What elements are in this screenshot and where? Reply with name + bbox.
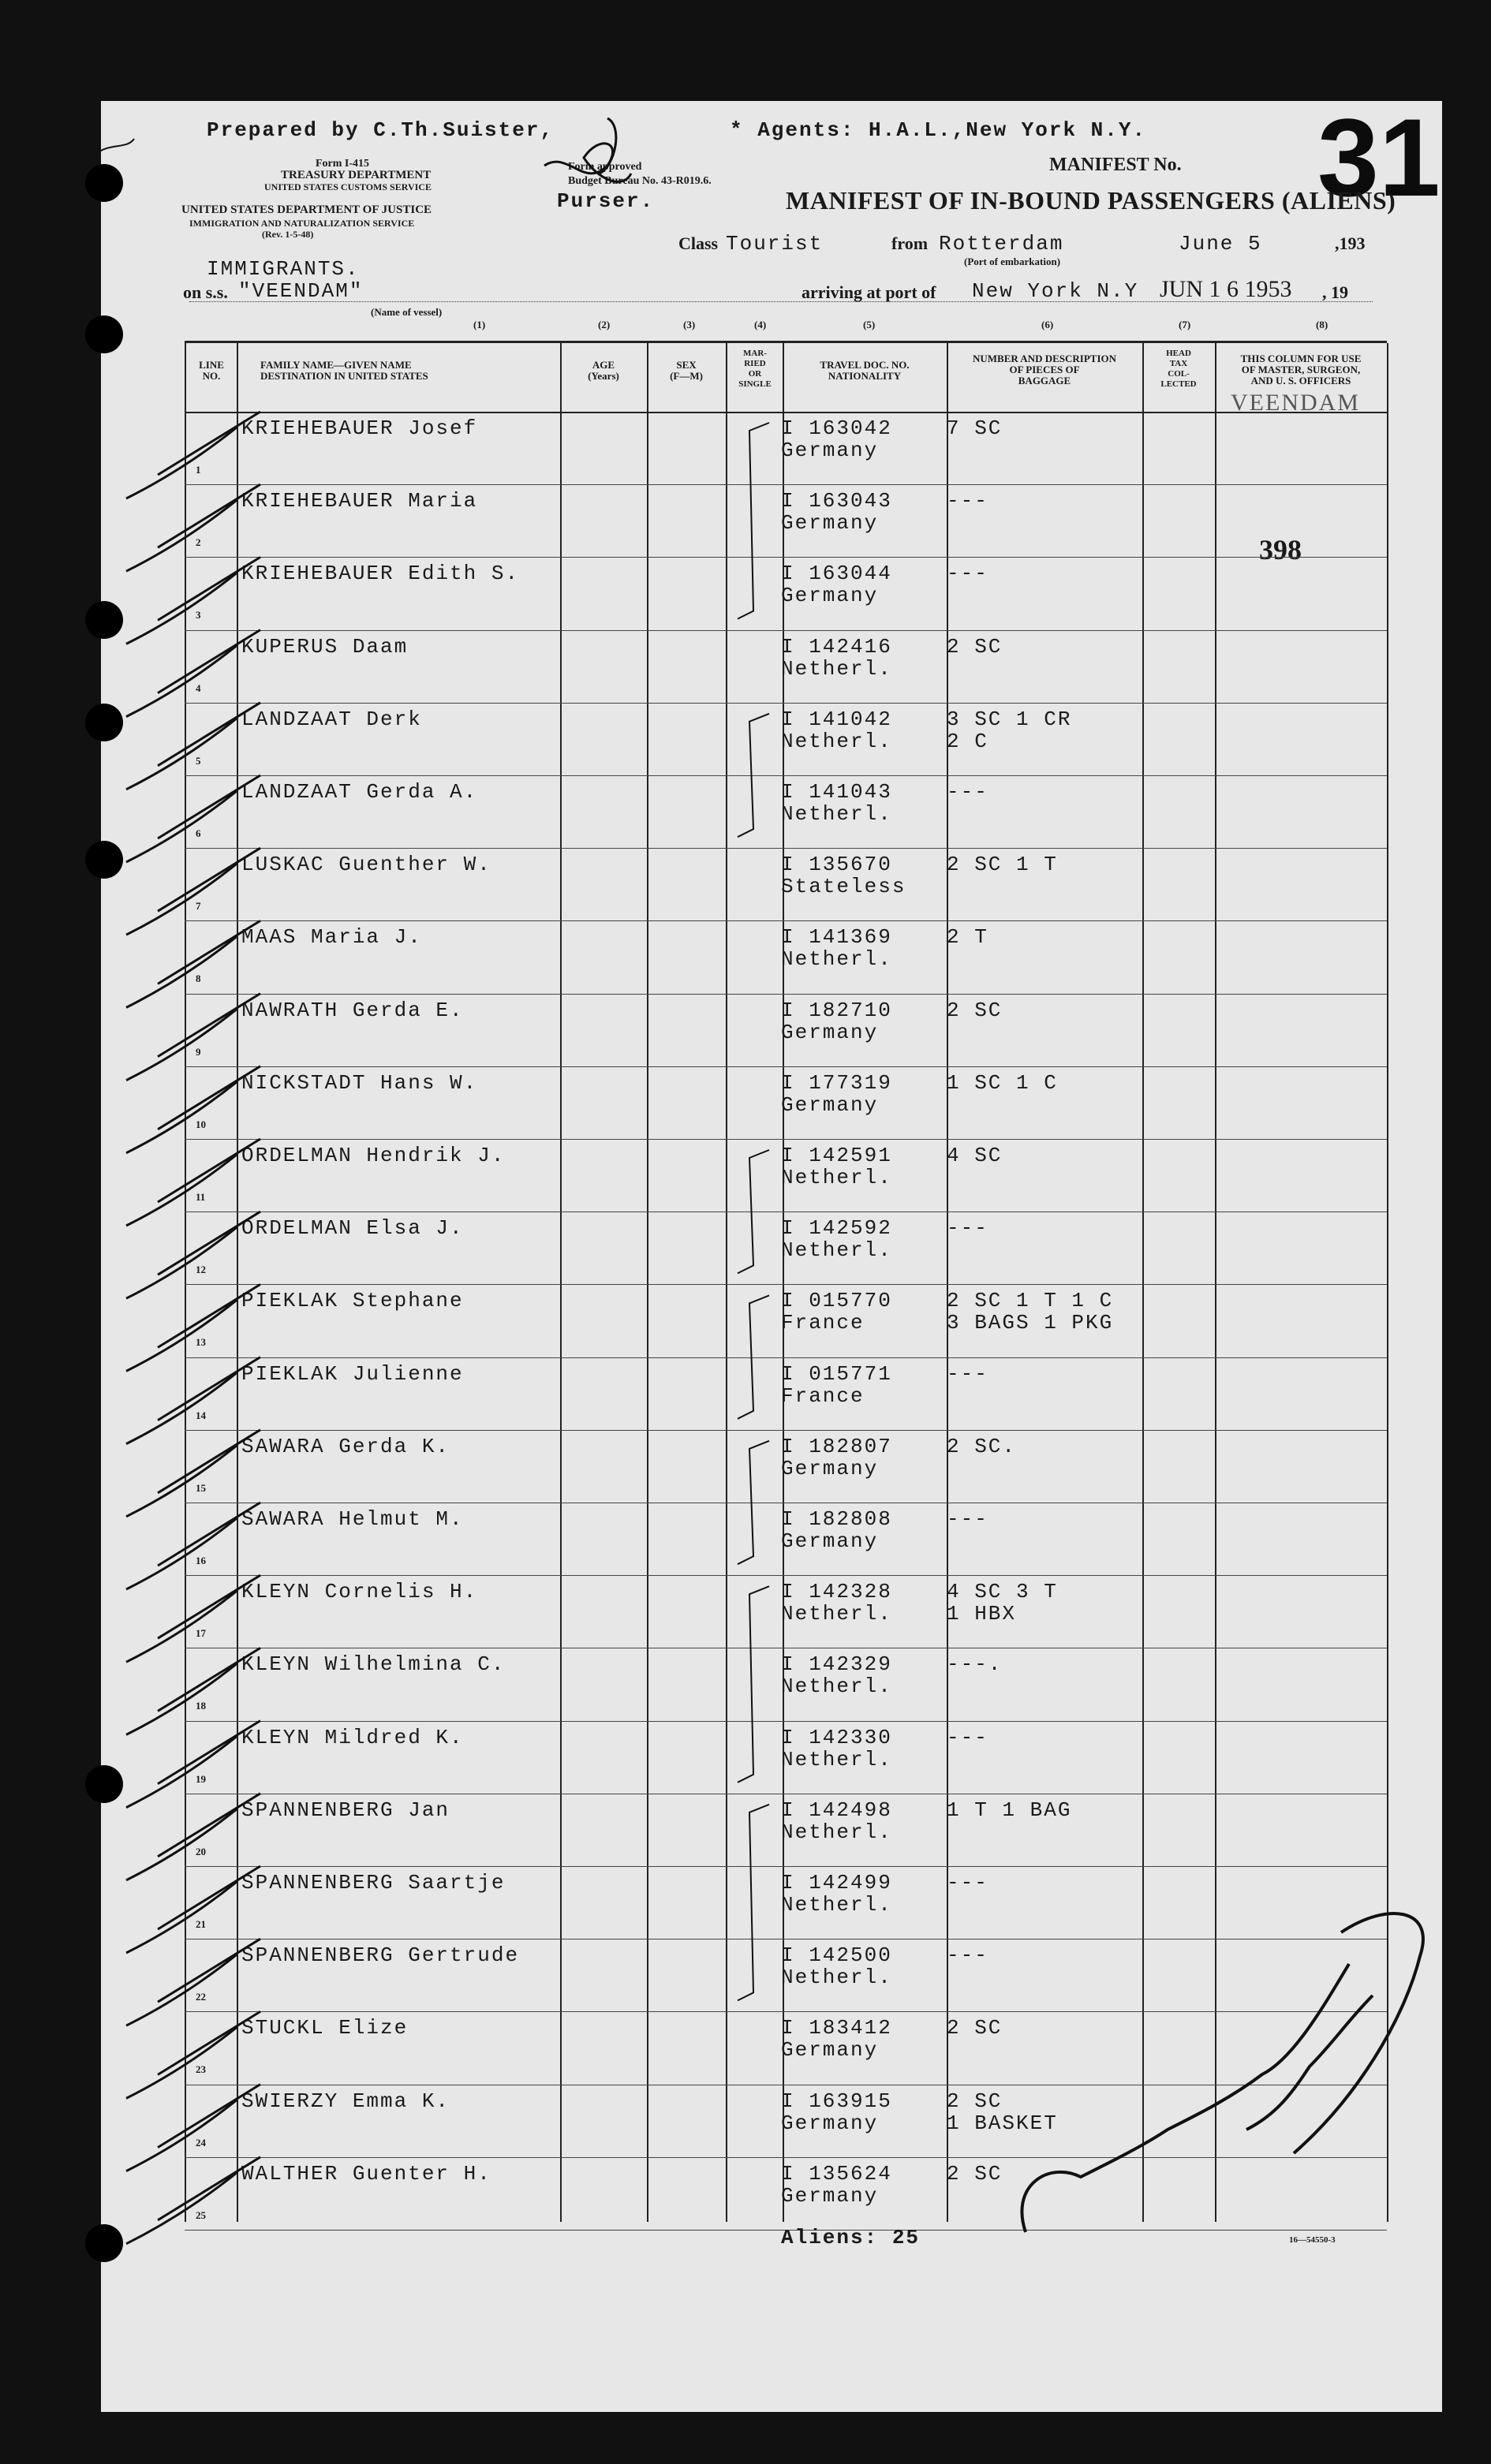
- year-prefix: ,193: [1335, 233, 1366, 253]
- passenger-name: LANDZAAT Derk: [241, 707, 422, 731]
- baggage-line-1: 2 SC: [947, 2161, 1003, 2186]
- check-mark: [126, 1721, 260, 1808]
- baggage-line-1: 2 SC: [947, 634, 1003, 659]
- travel-doc-number: I 142328: [781, 1580, 892, 1604]
- baggage-line-2: 1 HBX: [947, 1602, 1017, 1626]
- nationality: Netherl.: [781, 1674, 892, 1699]
- margin-note: [57, 139, 134, 174]
- check-mark: [126, 1357, 260, 1444]
- nationality: Germany: [781, 584, 879, 608]
- line-number: 4: [196, 681, 201, 694]
- passenger-name: KLEYN Wilhelmina C.: [241, 1652, 506, 1677]
- passenger-name: NICKSTADT Hans W.: [241, 1070, 478, 1095]
- col-num-2: (2): [598, 319, 611, 330]
- baggage-line-1: ---: [947, 780, 988, 804]
- passenger-name: PIEKLAK Stephane: [241, 1289, 464, 1313]
- baggage-line-1: 2 SC: [947, 2016, 1003, 2040]
- from-label: from: [891, 233, 929, 253]
- passenger-name: PIEKLAK Julienne: [241, 1361, 464, 1386]
- family-bracket: [738, 1586, 769, 1783]
- nationality: Germany: [781, 1529, 879, 1553]
- baggage-line-1: 3 SC 1 CR: [947, 707, 1072, 731]
- check-mark: [126, 1794, 260, 1880]
- baggage-line-1: ---: [947, 562, 988, 586]
- line-number: 5: [196, 754, 201, 767]
- nationality: Germany: [781, 2183, 879, 2208]
- check-mark: [126, 1430, 260, 1517]
- passenger-name: ORDELMAN Elsa J.: [241, 1216, 464, 1241]
- family-bracket: [738, 1441, 769, 1564]
- manifest-number: 31: [1317, 95, 1441, 219]
- col-num-4: (4): [754, 319, 767, 330]
- aliens-total: Aliens: 25: [781, 2226, 921, 2249]
- passenger-name: SPANNENBERG Saartje: [241, 1871, 506, 1895]
- col-num-5: (5): [863, 319, 876, 330]
- col-num-3: (3): [683, 319, 696, 330]
- header-age: AGE (Years): [588, 359, 619, 382]
- nationality: Netherl.: [781, 1602, 892, 1626]
- form-approved: Form approved: [568, 161, 642, 173]
- travel-doc-number: I 182807: [781, 1434, 892, 1458]
- travel-doc-number: I 163042: [781, 416, 892, 440]
- travel-doc-number: I 015770: [781, 1289, 892, 1313]
- passenger-name: MAAS Maria J.: [241, 925, 422, 950]
- baggage-line-1: 7 SC: [947, 416, 1003, 440]
- passenger-name: SPANNENBERG Gertrude: [241, 1943, 520, 1968]
- baggage-line-1: ---: [947, 1361, 988, 1386]
- check-mark: [126, 1575, 260, 1662]
- baggage-line-1: ---: [947, 1871, 988, 1895]
- baggage-line-1: 2 SC: [947, 998, 1003, 1022]
- baggage-line-1: ---: [947, 1725, 988, 1749]
- collected-signature: [1022, 1964, 1349, 2232]
- nationality: Germany: [781, 1020, 879, 1044]
- travel-doc-number: I 163044: [781, 562, 892, 586]
- line-number: 19: [196, 1772, 206, 1785]
- passenger-name: LANDZAAT Gerda A.: [241, 780, 478, 804]
- prepared-by: Prepared by C.Th.Suister,: [207, 118, 555, 142]
- header-head-tax: HEAD TAX COL- LECTED: [1160, 349, 1197, 389]
- check-mark: [126, 2085, 260, 2171]
- check-mark: [126, 484, 260, 571]
- line-number: 8: [196, 973, 201, 985]
- travel-doc-number: I 163043: [781, 489, 892, 513]
- travel-doc-number: I 141043: [781, 780, 892, 804]
- baggage-line-1: 1 SC 1 C: [947, 1070, 1058, 1095]
- customs-service: UNITED STATES CUSTOMS SERVICE: [264, 181, 432, 192]
- nationality: Germany: [781, 439, 879, 462]
- nationality: Germany: [781, 1456, 879, 1480]
- check-mark: [126, 1648, 260, 1734]
- check-mark: [126, 848, 260, 935]
- family-bracket: [738, 1150, 769, 1273]
- travel-doc-number: I 135624: [781, 2161, 892, 2186]
- line-number: 25: [196, 2208, 206, 2221]
- nationality: Netherl.: [781, 1747, 892, 1771]
- header-baggage: NUMBER AND DESCRIPTION OF PIECES OF BAGGAGE: [972, 353, 1117, 386]
- nationality: Stateless: [781, 875, 906, 899]
- line-number: 24: [196, 2136, 206, 2149]
- passenger-name: NAWRATH Gerda E.: [241, 998, 464, 1022]
- agents: * Agents: H.A.L.,New York N.Y.: [730, 118, 1147, 142]
- travel-doc-number: I 142592: [781, 1216, 892, 1241]
- line-number: 9: [196, 1045, 201, 1058]
- passenger-name: SAWARA Gerda K.: [241, 1434, 450, 1458]
- line-number: 22: [196, 1991, 206, 2003]
- baggage-line-1: 2 SC 1 T 1 C: [947, 1289, 1114, 1313]
- nationality: France: [781, 1311, 865, 1335]
- nationality: Germany: [781, 511, 879, 536]
- travel-doc-number: I 163915: [781, 2089, 892, 2113]
- family-bracket: [738, 714, 769, 837]
- line-number: 11: [196, 1191, 206, 1203]
- passenger-name: WALTHER Guenter H.: [241, 2161, 491, 2186]
- col-num-6: (6): [1041, 319, 1054, 330]
- line-number: 1: [196, 464, 201, 476]
- travel-doc-number: I 142591: [781, 1144, 892, 1167]
- immigrants-label: IMMIGRANTS.: [207, 257, 360, 281]
- passenger-name: SWIERZY Emma K.: [241, 2089, 450, 2113]
- nationality: France: [781, 1383, 865, 1408]
- arrival-port: New York N.Y: [972, 279, 1139, 303]
- line-number: 6: [196, 827, 201, 839]
- check-mark: [126, 1284, 260, 1371]
- travel-doc-number: I 142498: [781, 1798, 892, 1822]
- baggage-line-1: 2 SC.: [947, 1434, 1017, 1458]
- ins: IMMIGRATION AND NATURALIZATION SERVICE: [189, 218, 415, 229]
- passenger-name: SPANNENBERG Jan: [241, 1798, 450, 1822]
- baggage-line-2: 1 BASKET: [947, 2111, 1058, 2135]
- purser-signature: [544, 144, 631, 182]
- travel-doc-number: I 015771: [781, 1361, 892, 1386]
- baggage-line-1: 4 SC: [947, 1144, 1003, 1167]
- line-number: 23: [196, 2063, 206, 2076]
- check-mark: [126, 1066, 260, 1153]
- nationality: Netherl.: [781, 1966, 892, 1990]
- passenger-name: KRIEHEBAUER Edith S.: [241, 562, 520, 586]
- passenger-name: KRIEHEBAUER Maria: [241, 489, 478, 513]
- line-number: 18: [196, 1700, 206, 1712]
- purser: Purser.: [557, 189, 655, 213]
- line-number: 17: [196, 1627, 206, 1640]
- purser-signature-tail: [600, 118, 616, 174]
- check-mark: [126, 630, 260, 717]
- travel-doc-number: I 183412: [781, 2016, 892, 2040]
- header-travel-doc: TRAVEL DOC. NO. NATIONALITY: [820, 359, 910, 382]
- print-code: 16—54550-3: [1289, 2235, 1336, 2245]
- check-mark: [126, 1211, 260, 1298]
- travel-doc-number: I 135670: [781, 853, 892, 877]
- check-mark: [126, 994, 260, 1081]
- line-number: 10: [196, 1118, 206, 1130]
- baggage-line-1: 4 SC 3 T: [947, 1580, 1058, 1604]
- dept-justice: UNITED STATES DEPARTMENT OF JUSTICE: [181, 203, 432, 216]
- nationality: Germany: [781, 1092, 879, 1117]
- family-bracket: [738, 1295, 769, 1418]
- check-mark: [126, 1866, 260, 1953]
- travel-doc-number: I 141369: [781, 925, 892, 950]
- officer-number: 398: [1259, 534, 1302, 566]
- travel-doc-number: I 142499: [781, 1871, 892, 1895]
- nationality: Netherl.: [781, 729, 892, 753]
- line-number: 3: [196, 609, 201, 622]
- treasury-dept: TREASURY DEPARTMENT: [281, 169, 432, 181]
- nationality: Netherl.: [781, 802, 892, 826]
- col-num-7: (7): [1179, 319, 1191, 330]
- year-suffix: , 19: [1322, 282, 1348, 302]
- embarkation-caption: (Port of embarkation): [964, 256, 1061, 267]
- check-mark: [126, 1139, 260, 1226]
- class-value: Tourist: [726, 232, 824, 256]
- travel-doc-number: I 141042: [781, 707, 892, 731]
- travel-doc-number: I 182710: [781, 998, 892, 1022]
- travel-doc-number: I 142330: [781, 1725, 892, 1749]
- check-mark: [126, 703, 260, 790]
- nationality: Germany: [781, 2111, 879, 2135]
- collected-loop: [1294, 1913, 1423, 2153]
- passenger-name: KLEYN Cornelis H.: [241, 1580, 478, 1604]
- baggage-line-2: 3 BAGS 1 PKG: [947, 1311, 1114, 1335]
- header-line-no: LINE NO.: [199, 359, 224, 382]
- nationality: Netherl.: [781, 947, 892, 972]
- nationality: Germany: [781, 2038, 879, 2063]
- check-mark: [126, 2011, 260, 2098]
- nationality: Netherl.: [781, 1166, 892, 1189]
- form-number: Form I-415: [316, 158, 370, 170]
- line-number: 2: [196, 536, 201, 549]
- passenger-name: KLEYN Mildred K.: [241, 1725, 464, 1749]
- check-mark: [126, 412, 260, 498]
- col-num-8: (8): [1316, 319, 1328, 330]
- nationality: Netherl.: [781, 1238, 892, 1263]
- line-number: 21: [196, 1918, 206, 1930]
- nationality: Netherl.: [781, 1893, 892, 1917]
- collected-time: [1246, 1995, 1373, 2130]
- header-sex: SEX (F—M): [670, 359, 703, 382]
- passenger-name: KRIEHEBAUER Josef: [241, 416, 478, 440]
- from-value: Rotterdam: [939, 232, 1064, 256]
- budget-bureau: Budget Bureau No. 43-R019.6.: [568, 175, 712, 187]
- check-mark: [126, 775, 260, 862]
- travel-doc-number: I 182808: [781, 1507, 892, 1531]
- class-label: Class: [678, 233, 719, 253]
- travel-doc-number: I 142329: [781, 1652, 892, 1677]
- check-mark: [126, 920, 260, 1007]
- line-number: 15: [196, 1481, 206, 1494]
- passenger-name: STUCKL Elize: [241, 2016, 409, 2040]
- vessel-name: "VEENDAM": [238, 279, 364, 303]
- nationality: Netherl.: [781, 656, 892, 681]
- family-bracket: [738, 1805, 769, 2001]
- header-name: FAMILY NAME—GIVEN NAME DESTINATION IN UNITED STATES: [260, 359, 428, 382]
- baggage-line-1: 1 T 1 BAG: [947, 1798, 1072, 1822]
- line-number: 7: [196, 900, 201, 913]
- travel-doc-number: I 177319: [781, 1070, 892, 1095]
- baggage-line-1: ---.: [947, 1652, 1003, 1677]
- header-married: MAR- RIED OR SINGLE: [738, 349, 772, 389]
- baggage-line-1: 2 SC: [947, 2089, 1003, 2113]
- check-mark: [126, 1939, 260, 2025]
- baggage-line-1: 2 T: [947, 925, 988, 950]
- travel-doc-number: I 142500: [781, 1943, 892, 1968]
- baggage-line-1: ---: [947, 1507, 988, 1531]
- travel-doc-number: I 142416: [781, 634, 892, 659]
- manifest-no-label: MANIFEST No.: [1049, 155, 1182, 175]
- passenger-name: SAWARA Helmut M.: [241, 1507, 464, 1531]
- header-officers: THIS COLUMN FOR USE OF MASTER, SURGEON, AND U. S. OFFICERS: [1240, 353, 1362, 386]
- vessel-caption: (Name of vessel): [371, 306, 443, 318]
- passenger-name: LUSKAC Guenther W.: [241, 853, 491, 877]
- baggage-line-1: 2 SC 1 T: [947, 853, 1058, 877]
- baggage-line-1: ---: [947, 1943, 988, 1968]
- family-bracket: [738, 423, 769, 619]
- passenger-name: ORDELMAN Hendrik J.: [241, 1144, 506, 1167]
- check-mark: [126, 557, 260, 644]
- departure-date: June 5: [1179, 232, 1262, 256]
- check-mark: [126, 2157, 260, 2244]
- officer-stamp: VEENDAM: [1231, 390, 1360, 416]
- ss-label: on s.s.: [183, 282, 228, 302]
- line-number: 12: [196, 1264, 206, 1276]
- line-number: 14: [196, 1409, 206, 1421]
- baggage-line-1: ---: [947, 489, 988, 513]
- check-mark: [126, 1503, 260, 1589]
- arriving-label: arriving at port of: [802, 282, 936, 302]
- line-number: 13: [196, 1336, 206, 1349]
- manifest-title: MANIFEST OF IN-BOUND PASSENGERS (ALIENS): [786, 186, 1396, 215]
- line-number: 16: [196, 1555, 206, 1566]
- arrival-date-stamp: JUN 1 6 1953: [1160, 276, 1292, 302]
- line-number: 20: [196, 1845, 206, 1857]
- col-num-1: (1): [473, 319, 486, 330]
- nationality: Netherl.: [781, 1820, 892, 1844]
- baggage-line-1: ---: [947, 1216, 988, 1241]
- passenger-name: KUPERUS Daam: [241, 634, 409, 659]
- baggage-line-2: 2 C: [947, 729, 988, 753]
- revision: (Rev. 1-5-48): [262, 229, 314, 240]
